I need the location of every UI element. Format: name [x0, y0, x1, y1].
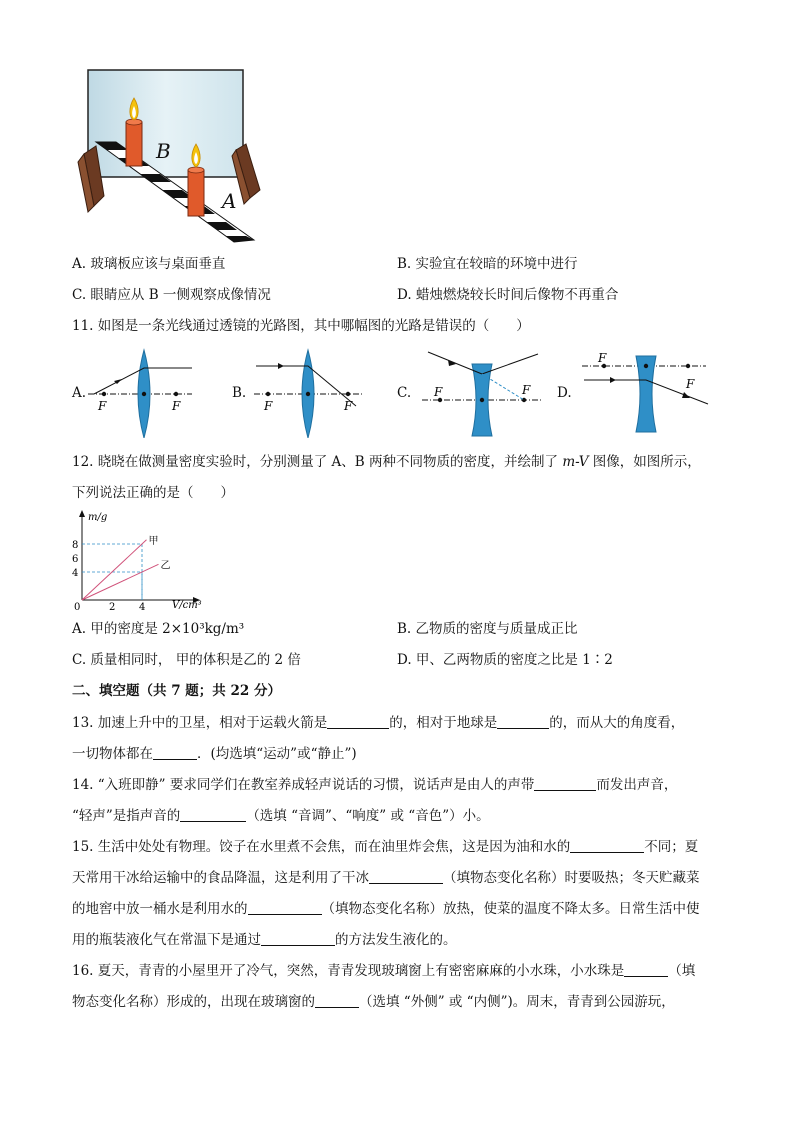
q10-option-d: D. 蜡烛燃烧较长时间后像物不再重合: [397, 287, 619, 303]
q11-stem: 11. 如图是一条光线通过透镜的光路图，其中哪幅图的光路是错误的（ ）: [72, 318, 530, 334]
series-label-0: 甲: [148, 535, 159, 547]
q16-blank-2: [315, 993, 359, 1008]
q13-line1: 13. 加速上升中的卫星，相对于运载火箭是 的，相对于地球是 的，而从大的角度看，: [72, 715, 685, 731]
y-tick-label-0: 4: [72, 568, 79, 579]
q15-blank-4: [261, 931, 335, 946]
q14-line2: “轻声”是指声音的 （选填 “音调”、“响度” 或 “音色”）小。: [72, 808, 490, 824]
svg-text:F: F: [344, 399, 353, 413]
q12-option-b: B. 乙物质的密度与质量成正比: [397, 621, 578, 637]
q14-line1: 14. “入班即静” 要求同学们在教室养成轻声说话的习惯，说话声是由人的声带 而发出声音，: [72, 777, 678, 793]
svg-text:F: F: [434, 385, 443, 399]
q15-line2: 天常用干冰给运输中的食品降温，这是利用了干冰 （填物态变化名称）时要吸热；冬天贮藏菜: [72, 870, 700, 886]
q13-blank-1: [327, 714, 389, 729]
svg-text:F: F: [172, 399, 181, 413]
series-line-0: [82, 540, 147, 600]
q16-line1: 16. 夏天，青青的小屋里开了冷气，突然，青青发现玻璃窗上有密密麻麻的小水珠，小水珠是 （填: [72, 963, 696, 979]
q12-stem-line2: 下列说法正确的是（ ）: [72, 485, 234, 501]
q15-line4: 用的瓶装液化气在常温下是通过 的方法发生液化的。: [72, 932, 457, 948]
q16-line2: 物态变化名称）形成的，出现在玻璃窗的 （选填 “外侧” 或 “内侧”)。周末，青青到公园游玩，: [72, 994, 675, 1010]
label-b: B: [156, 139, 171, 163]
svg-text:F: F: [264, 399, 273, 413]
q11-figure-a: [86, 346, 196, 438]
series-label-1: 乙: [160, 560, 171, 572]
q11-letter-c: C.: [397, 385, 412, 401]
q15-line3: 的地窖中放一桶水是利用水的 （填物态变化名称）放热，使菜的温度不降太多。日常生活中使: [72, 901, 700, 917]
q11-letter-a: A.: [72, 385, 87, 401]
q15-blank-3: [248, 900, 322, 915]
x-axis-label: V/cm³: [172, 600, 202, 611]
q12-option-d: D. 甲、乙两物质的密度之比是 1∶2: [397, 652, 613, 668]
x-tick-label-1: 2: [109, 602, 116, 612]
q11-letter-b: B.: [232, 385, 247, 401]
q11-figure-d: [580, 346, 710, 438]
y-axis-label: m/g: [88, 512, 108, 523]
q10-option-b: B. 实验宜在较暗的环境中进行: [397, 256, 578, 272]
q12-stem-line1: 12. 晓晓在做测量密度实验时，分别测量了 A、B 两种不同物质的密度，并绘制了 m-V 图像，如图所示，: [72, 454, 701, 470]
q13-blank-2: [497, 714, 549, 729]
svg-text:F: F: [598, 351, 607, 365]
q14-blank-1: [534, 776, 596, 791]
y-tick-label-2: 8: [72, 540, 79, 551]
section2-title: 二、填空题（共 7 题；共 22 分）: [72, 683, 281, 699]
q13-blank-3: [153, 745, 197, 760]
q15-blank-1: [570, 838, 644, 853]
q16-blank-1: [624, 962, 668, 977]
svg-text:F: F: [522, 383, 531, 397]
label-a: A: [222, 189, 237, 213]
q11-letter-d: D.: [557, 385, 572, 401]
q12-option-a: A. 甲的密度是 2×10³kg/m³: [72, 621, 245, 637]
q11-figure-b: [252, 346, 364, 438]
q15-line1: 15. 生活中处处有物理。饺子在水里煮不会焦，而在油里炸会焦，这是因为油和水的 不同；夏: [72, 839, 699, 855]
series-line-1: [82, 564, 159, 600]
svg-text:F: F: [98, 399, 107, 413]
m-v-chart: [68, 508, 208, 612]
q10-option-c: C. 眼睛应从 B 一侧观察成像情况: [72, 287, 271, 303]
q14-blank-2: [180, 807, 246, 822]
q11-figure-c: [420, 346, 546, 438]
y-tick-label-1: 6: [72, 554, 79, 565]
plane-mirror-candle-figure: [74, 66, 266, 246]
q13-line2: 一切物体都在 ．(均选填“运动”或“静止”): [72, 746, 357, 762]
q10-option-a: A. 玻璃板应该与桌面垂直: [72, 256, 226, 272]
q12-option-c: C. 质量相同时， 甲的体积是乙的 2 倍: [72, 652, 301, 668]
x-tick-label-0: 0: [74, 602, 81, 612]
q15-blank-2: [369, 869, 443, 884]
x-tick-label-2: 4: [139, 602, 146, 612]
svg-text:F: F: [686, 377, 695, 391]
